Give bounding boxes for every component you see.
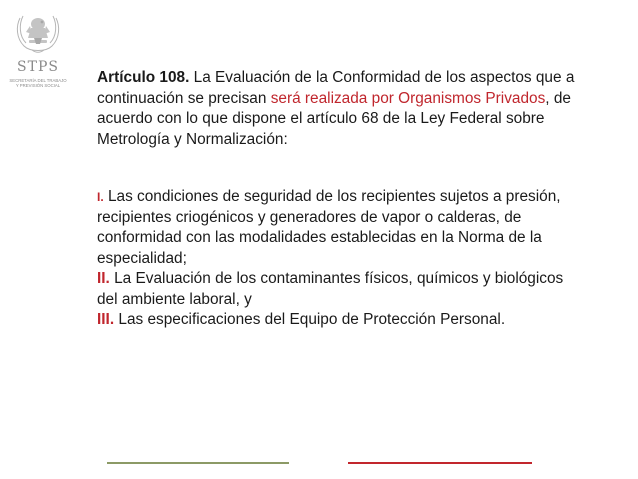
list-item-1 (97, 187, 577, 269)
logo-title: STPS (17, 59, 59, 75)
item-numeral-1: I. (97, 190, 104, 204)
article-text-1: La Evaluación de la Conformidad de los aspectos que a continuación se precisan (97, 69, 575, 107)
item-numeral-3: III. (97, 311, 115, 328)
item-text-3: Las especificaciones del Equipo de Protección Personal. (114, 311, 506, 328)
article-paragraph (97, 68, 577, 150)
article-text-2: , de acuerdo con lo que dispone el artículo 68 de la Ley Federal sobre Metrología y Normalización: (97, 89, 571, 148)
list-item-2 (97, 269, 577, 310)
footer-divider-red (348, 462, 532, 464)
item-text-2: La Evaluación de los contaminantes físicos, químicos y biológicos del ambiente laboral, y (97, 270, 564, 308)
stps-logo (6, 6, 70, 92)
article-highlight: será realizada por Organismos Privados (270, 89, 546, 107)
footer-divider-green (107, 462, 289, 464)
article-heading: Artículo 108. (97, 69, 190, 86)
logo-subtitle (6, 78, 70, 88)
article-items-list (97, 187, 577, 331)
coat-of-arms-icon (6, 6, 70, 58)
logo-subtitle-line-2: Y PREVISIÓN SOCIAL (15, 83, 61, 88)
item-numeral-2: II. (97, 270, 110, 287)
item-text-1: Las condiciones de seguridad de los recipientes sujetos a presión, recipientes criogénicos y generadores de vapor o calderas, de conformidad con las modalidades establecidas en la Norma de la especialidad; (97, 188, 561, 267)
list-item-3 (97, 310, 577, 331)
logo-subtitle-line-1: SECRETARÍA DEL TRABAJO (9, 78, 67, 83)
